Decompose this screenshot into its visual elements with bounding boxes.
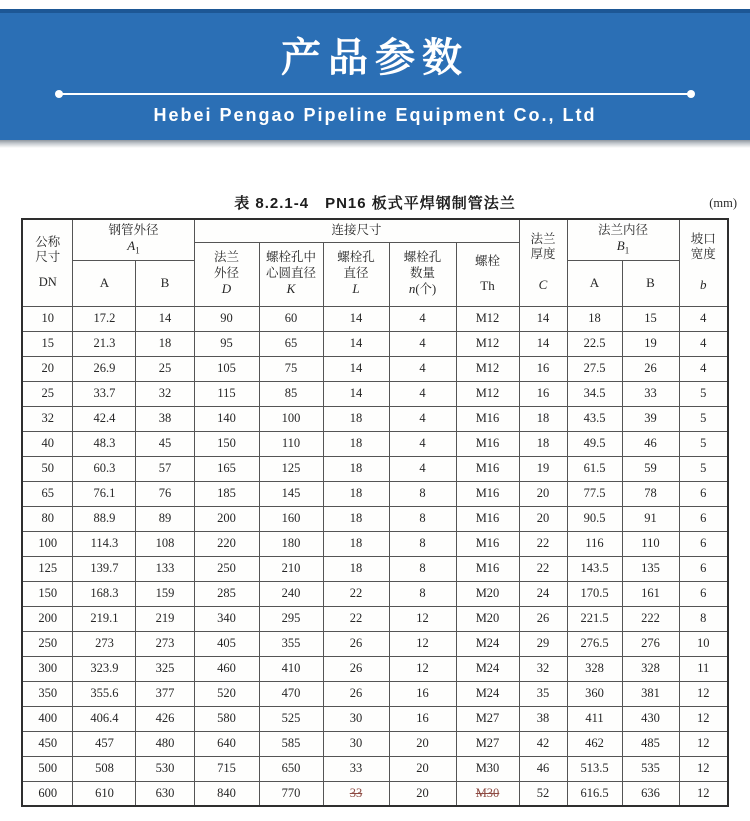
table-cell: 170.5 bbox=[567, 581, 622, 606]
table-cell: 220 bbox=[194, 531, 259, 556]
table-cell: 25 bbox=[22, 381, 73, 406]
table-cell: 49.5 bbox=[567, 431, 622, 456]
table-cell: 90 bbox=[194, 306, 259, 331]
table-cell: 8 bbox=[389, 556, 456, 581]
table-cell: 6 bbox=[679, 556, 728, 581]
table-cell: 20 bbox=[389, 731, 456, 756]
table-cell: 5 bbox=[679, 406, 728, 431]
table-cell: M24 bbox=[456, 656, 519, 681]
table-row bbox=[22, 331, 728, 356]
table-cell: 150 bbox=[22, 581, 73, 606]
table-cell: 377 bbox=[136, 681, 194, 706]
table-cell: 35 bbox=[519, 681, 567, 706]
table-cell: 26 bbox=[519, 606, 567, 631]
table-row bbox=[22, 356, 728, 381]
table-cell: 18 bbox=[567, 306, 622, 331]
table-cell: 6 bbox=[679, 481, 728, 506]
table-cell: 180 bbox=[259, 531, 323, 556]
col-header-thickness: 法兰 厚度 C bbox=[519, 219, 567, 306]
table-cell: 20 bbox=[389, 781, 456, 806]
table-cell: 406.4 bbox=[73, 706, 136, 731]
table-cell: 14 bbox=[323, 331, 389, 356]
company-name: Hebei Pengao Pipeline Equipment Co., Ltd bbox=[153, 105, 597, 125]
table-cell: 4 bbox=[389, 456, 456, 481]
table-cell: 18 bbox=[519, 431, 567, 456]
table-cell: 4 bbox=[389, 431, 456, 456]
table-cell: 32 bbox=[22, 406, 73, 431]
col-header-dn: 公称 尺寸 DN bbox=[22, 219, 73, 306]
table-cell: M12 bbox=[456, 356, 519, 381]
table-cell: 115 bbox=[194, 381, 259, 406]
table-cell: M16 bbox=[456, 456, 519, 481]
table-cell: M16 bbox=[456, 556, 519, 581]
table-cell: 325 bbox=[136, 656, 194, 681]
table-cell: 610 bbox=[73, 781, 136, 806]
table-cell: M24 bbox=[456, 631, 519, 656]
table-cell: 323.9 bbox=[73, 656, 136, 681]
table-cell: 4 bbox=[389, 306, 456, 331]
table-cell: 411 bbox=[567, 706, 622, 731]
table-cell: 60.3 bbox=[73, 456, 136, 481]
table-cell: 285 bbox=[194, 581, 259, 606]
table-cell: 405 bbox=[194, 631, 259, 656]
table-cell: 4 bbox=[389, 331, 456, 356]
table-cell: 125 bbox=[259, 456, 323, 481]
table-cell: 340 bbox=[194, 606, 259, 631]
table-header bbox=[22, 219, 728, 306]
table-cell: 355 bbox=[259, 631, 323, 656]
table-cell: 300 bbox=[22, 656, 73, 681]
table-cell: M27 bbox=[456, 731, 519, 756]
table-cell: 100 bbox=[259, 406, 323, 431]
table-cell: 75 bbox=[259, 356, 323, 381]
table-cell: 22 bbox=[323, 581, 389, 606]
table-cell: 14 bbox=[519, 306, 567, 331]
table-cell: 139.7 bbox=[73, 556, 136, 581]
table-cell: 4 bbox=[389, 356, 456, 381]
table-cell: 276 bbox=[622, 631, 679, 656]
col-header-connection: 连接尺寸 bbox=[194, 219, 519, 242]
table-cell: 470 bbox=[259, 681, 323, 706]
divider-dot-right bbox=[687, 90, 695, 98]
table-cell: 4 bbox=[389, 406, 456, 431]
table-cell: 276.5 bbox=[567, 631, 622, 656]
table-cell: 14 bbox=[323, 356, 389, 381]
table-cell: M20 bbox=[456, 606, 519, 631]
table-cell: 91 bbox=[622, 506, 679, 531]
table-cell: M16 bbox=[456, 406, 519, 431]
table-cell: 108 bbox=[136, 531, 194, 556]
table-cell: 460 bbox=[194, 656, 259, 681]
table-cell: 150 bbox=[194, 431, 259, 456]
table-cell: 160 bbox=[259, 506, 323, 531]
table-cell: 328 bbox=[567, 656, 622, 681]
table-cell: 25 bbox=[136, 356, 194, 381]
table-cell: 520 bbox=[194, 681, 259, 706]
table-cell: M30 bbox=[456, 781, 519, 806]
table-cell: 61.5 bbox=[567, 456, 622, 481]
table-cell: 10 bbox=[679, 631, 728, 656]
table-cell: 33.7 bbox=[73, 381, 136, 406]
table-cell: 88.9 bbox=[73, 506, 136, 531]
table-cell: 85 bbox=[259, 381, 323, 406]
table-cell: 328 bbox=[622, 656, 679, 681]
table-cell: 200 bbox=[194, 506, 259, 531]
table-cell: 6 bbox=[679, 506, 728, 531]
table-cell: 105 bbox=[194, 356, 259, 381]
table-cell: 8 bbox=[389, 481, 456, 506]
table-cell: 18 bbox=[136, 331, 194, 356]
table-cell: 350 bbox=[22, 681, 73, 706]
table-cell: 133 bbox=[136, 556, 194, 581]
table-cell: 12 bbox=[389, 656, 456, 681]
table-cell: 14 bbox=[519, 331, 567, 356]
table-cell: 30 bbox=[323, 731, 389, 756]
table-cell: 5 bbox=[679, 431, 728, 456]
table-cell: 165 bbox=[194, 456, 259, 481]
table-cell: 50 bbox=[22, 456, 73, 481]
table-cell: 33 bbox=[323, 756, 389, 781]
table-cell: 450 bbox=[22, 731, 73, 756]
table-cell: 17.2 bbox=[73, 306, 136, 331]
table-cell: 34.5 bbox=[567, 381, 622, 406]
table-cell: 250 bbox=[22, 631, 73, 656]
table-row bbox=[22, 581, 728, 606]
table-cell: 535 bbox=[622, 756, 679, 781]
table-caption-row bbox=[22, 192, 737, 212]
table-row bbox=[22, 731, 728, 756]
table-row bbox=[22, 406, 728, 431]
table-cell: 20 bbox=[22, 356, 73, 381]
table-cell: 16 bbox=[519, 381, 567, 406]
table-row bbox=[22, 431, 728, 456]
table-cell: 59 bbox=[622, 456, 679, 481]
table-cell: 219 bbox=[136, 606, 194, 631]
table-cell: 14 bbox=[323, 306, 389, 331]
table-cell: 200 bbox=[22, 606, 73, 631]
col-header-steel-od: 钢管外径 $A_1$ bbox=[73, 219, 194, 260]
table-cell: 15 bbox=[622, 306, 679, 331]
table-cell: 10 bbox=[22, 306, 73, 331]
table-cell: 18 bbox=[323, 506, 389, 531]
table-cell: 168.3 bbox=[73, 581, 136, 606]
table-cell: 60 bbox=[259, 306, 323, 331]
flange-spec-table bbox=[21, 218, 729, 807]
table-row bbox=[22, 631, 728, 656]
table-cell: 6 bbox=[679, 531, 728, 556]
table-cell: 355.6 bbox=[73, 681, 136, 706]
table-cell: 48.3 bbox=[73, 431, 136, 456]
table-row bbox=[22, 456, 728, 481]
table-cell: 140 bbox=[194, 406, 259, 431]
table-cell: 26 bbox=[323, 631, 389, 656]
table-cell: 90.5 bbox=[567, 506, 622, 531]
table-cell: 273 bbox=[136, 631, 194, 656]
table-cell: 45 bbox=[136, 431, 194, 456]
table-cell: 240 bbox=[259, 581, 323, 606]
divider-dot-left bbox=[55, 90, 63, 98]
table-cell: 508 bbox=[73, 756, 136, 781]
table-cell: 6 bbox=[679, 581, 728, 606]
table-cell: 18 bbox=[323, 531, 389, 556]
table-row bbox=[22, 556, 728, 581]
table-cell: 4 bbox=[679, 306, 728, 331]
table-cell: 525 bbox=[259, 706, 323, 731]
table-cell: 12 bbox=[679, 681, 728, 706]
table-cell: 33 bbox=[323, 781, 389, 806]
table-cell: 95 bbox=[194, 331, 259, 356]
table-cell: 57 bbox=[136, 456, 194, 481]
table-cell: 76.1 bbox=[73, 481, 136, 506]
table-cell: 65 bbox=[22, 481, 73, 506]
table-cell: 485 bbox=[622, 731, 679, 756]
table-cell: 410 bbox=[259, 656, 323, 681]
table-cell: 145 bbox=[259, 481, 323, 506]
table-cell: 40 bbox=[22, 431, 73, 456]
table-cell: 30 bbox=[323, 706, 389, 731]
table-row bbox=[22, 756, 728, 781]
table-cell: 29 bbox=[519, 631, 567, 656]
table-cell: 480 bbox=[136, 731, 194, 756]
table-cell: 19 bbox=[622, 331, 679, 356]
table-cell: 8 bbox=[389, 581, 456, 606]
table-cell: 20 bbox=[389, 756, 456, 781]
table-cell: 42 bbox=[519, 731, 567, 756]
col-header-flange-id: 法兰内径 $B_1$ bbox=[567, 219, 679, 260]
table-cell: 5 bbox=[679, 381, 728, 406]
table-cell: 52 bbox=[519, 781, 567, 806]
table-cell: 210 bbox=[259, 556, 323, 581]
table-cell: M30 bbox=[456, 756, 519, 781]
col-header-id-b: B bbox=[622, 260, 679, 306]
table-cell: 770 bbox=[259, 781, 323, 806]
table-cell: 4 bbox=[679, 331, 728, 356]
table-cell: 650 bbox=[259, 756, 323, 781]
table-cell: 4 bbox=[389, 381, 456, 406]
table-cell: 18 bbox=[519, 406, 567, 431]
table-cell: 21.3 bbox=[73, 331, 136, 356]
table-cell: 38 bbox=[519, 706, 567, 731]
table-cell: 12 bbox=[679, 731, 728, 756]
table-cell: 636 bbox=[622, 781, 679, 806]
table-cell: 616.5 bbox=[567, 781, 622, 806]
col-header-steel-b: B bbox=[136, 260, 194, 306]
table-cell: 27.5 bbox=[567, 356, 622, 381]
table-row bbox=[22, 481, 728, 506]
table-cell: 77.5 bbox=[567, 481, 622, 506]
table-cell: 116 bbox=[567, 531, 622, 556]
product-params-banner bbox=[0, 9, 750, 140]
table-cell: 16 bbox=[519, 356, 567, 381]
table-cell: 16 bbox=[389, 681, 456, 706]
col-header-bolt-count: 螺栓孔 数量 n(个) bbox=[389, 242, 456, 306]
table-cell: 640 bbox=[194, 731, 259, 756]
table-cell: 585 bbox=[259, 731, 323, 756]
table-cell: 20 bbox=[519, 506, 567, 531]
table-cell: 42.4 bbox=[73, 406, 136, 431]
table-cell: M16 bbox=[456, 481, 519, 506]
table-cell: 26.9 bbox=[73, 356, 136, 381]
table-cell: 78 bbox=[622, 481, 679, 506]
table-cell: 43.5 bbox=[567, 406, 622, 431]
table-row bbox=[22, 306, 728, 331]
table-cell: 19 bbox=[519, 456, 567, 481]
table-cell: 222 bbox=[622, 606, 679, 631]
table-cell: 5 bbox=[679, 456, 728, 481]
table-row bbox=[22, 506, 728, 531]
table-cell: M12 bbox=[456, 381, 519, 406]
table-cell: 12 bbox=[679, 756, 728, 781]
table-cell: 18 bbox=[323, 481, 389, 506]
table-cell: 8 bbox=[679, 606, 728, 631]
table-cell: 18 bbox=[323, 431, 389, 456]
table-cell: M27 bbox=[456, 706, 519, 731]
table-cell: 8 bbox=[389, 506, 456, 531]
table-row bbox=[22, 706, 728, 731]
table-row bbox=[22, 781, 728, 806]
table-cell: 219.1 bbox=[73, 606, 136, 631]
table-cell: 15 bbox=[22, 331, 73, 356]
table-cell: 500 bbox=[22, 756, 73, 781]
table-row bbox=[22, 531, 728, 556]
table-cell: M24 bbox=[456, 681, 519, 706]
table-cell: 400 bbox=[22, 706, 73, 731]
table-cell: 457 bbox=[73, 731, 136, 756]
col-header-bolt-hole-dia: 螺栓孔 直径 L bbox=[323, 242, 389, 306]
table-cell: 22 bbox=[323, 606, 389, 631]
table-row bbox=[22, 606, 728, 631]
table-cell: 14 bbox=[136, 306, 194, 331]
table-cell: 4 bbox=[679, 356, 728, 381]
table-cell: 46 bbox=[622, 431, 679, 456]
table-cell: 114.3 bbox=[73, 531, 136, 556]
table-cell: 26 bbox=[323, 681, 389, 706]
table-cell: 161 bbox=[622, 581, 679, 606]
table-cell: 22 bbox=[519, 531, 567, 556]
table-cell: M16 bbox=[456, 531, 519, 556]
table-cell: 185 bbox=[194, 481, 259, 506]
table-row bbox=[22, 656, 728, 681]
table-cell: 8 bbox=[389, 531, 456, 556]
table-row bbox=[22, 381, 728, 406]
table-cell: 430 bbox=[622, 706, 679, 731]
col-header-id-a: A bbox=[567, 260, 622, 306]
col-header-bolt: 螺栓 Th bbox=[456, 242, 519, 306]
table-cell: 125 bbox=[22, 556, 73, 581]
table-cell: 110 bbox=[622, 531, 679, 556]
table-cell: 80 bbox=[22, 506, 73, 531]
table-cell: 600 bbox=[22, 781, 73, 806]
table-cell: 462 bbox=[567, 731, 622, 756]
table-cell: 89 bbox=[136, 506, 194, 531]
col-header-steel-a: A bbox=[73, 260, 136, 306]
table-cell: 530 bbox=[136, 756, 194, 781]
table-cell: 26 bbox=[323, 656, 389, 681]
col-header-groove: 坡口 宽度 b bbox=[679, 219, 728, 306]
table-cell: 295 bbox=[259, 606, 323, 631]
table-cell: 11 bbox=[679, 656, 728, 681]
table-cell: 426 bbox=[136, 706, 194, 731]
banner-divider bbox=[57, 93, 693, 95]
table-cell: 32 bbox=[136, 381, 194, 406]
table-cell: 159 bbox=[136, 581, 194, 606]
table-cell: 24 bbox=[519, 581, 567, 606]
table-cell: 65 bbox=[259, 331, 323, 356]
table-cell: 18 bbox=[323, 406, 389, 431]
table-cell: 22.5 bbox=[567, 331, 622, 356]
table-cell: 39 bbox=[622, 406, 679, 431]
banner-shadow bbox=[0, 140, 750, 148]
table-cell: 135 bbox=[622, 556, 679, 581]
table-cell: 100 bbox=[22, 531, 73, 556]
table-cell: 33 bbox=[622, 381, 679, 406]
table-cell: 513.5 bbox=[567, 756, 622, 781]
table-cell: 14 bbox=[323, 381, 389, 406]
table-cell: M16 bbox=[456, 431, 519, 456]
table-cell: 221.5 bbox=[567, 606, 622, 631]
table-cell: 143.5 bbox=[567, 556, 622, 581]
table-cell: 630 bbox=[136, 781, 194, 806]
table-cell: 18 bbox=[323, 456, 389, 481]
table-cell: 250 bbox=[194, 556, 259, 581]
table-cell: 381 bbox=[622, 681, 679, 706]
table-cell: 38 bbox=[136, 406, 194, 431]
table-cell: 715 bbox=[194, 756, 259, 781]
table-cell: 46 bbox=[519, 756, 567, 781]
col-header-flange-od: 法兰 外径 D bbox=[194, 242, 259, 306]
table-cell: 273 bbox=[73, 631, 136, 656]
unit-label: (mm) bbox=[709, 196, 737, 210]
table-cell: M12 bbox=[456, 306, 519, 331]
table-cell: 20 bbox=[519, 481, 567, 506]
col-header-bolt-circle: 螺栓孔中 心圆直径 K bbox=[259, 242, 323, 306]
table-cell: 18 bbox=[323, 556, 389, 581]
table-cell: M16 bbox=[456, 506, 519, 531]
table-cell: 76 bbox=[136, 481, 194, 506]
table-caption: 表 8.2.1-4 PN16 板式平焊钢制管法兰 bbox=[234, 195, 516, 212]
table-body bbox=[22, 306, 728, 806]
table-cell: 110 bbox=[259, 431, 323, 456]
table-cell: 360 bbox=[567, 681, 622, 706]
table-cell: 12 bbox=[679, 706, 728, 731]
table-cell: M12 bbox=[456, 331, 519, 356]
table-cell: 26 bbox=[622, 356, 679, 381]
banner-title: 产品参数 bbox=[281, 36, 469, 80]
table-cell: 12 bbox=[389, 631, 456, 656]
table-cell: 12 bbox=[389, 606, 456, 631]
table-cell: 16 bbox=[389, 706, 456, 731]
table-cell: 32 bbox=[519, 656, 567, 681]
table-cell: M20 bbox=[456, 581, 519, 606]
table-cell: 580 bbox=[194, 706, 259, 731]
table-cell: 22 bbox=[519, 556, 567, 581]
table-cell: 12 bbox=[679, 781, 728, 806]
table-row bbox=[22, 681, 728, 706]
table-cell: 840 bbox=[194, 781, 259, 806]
